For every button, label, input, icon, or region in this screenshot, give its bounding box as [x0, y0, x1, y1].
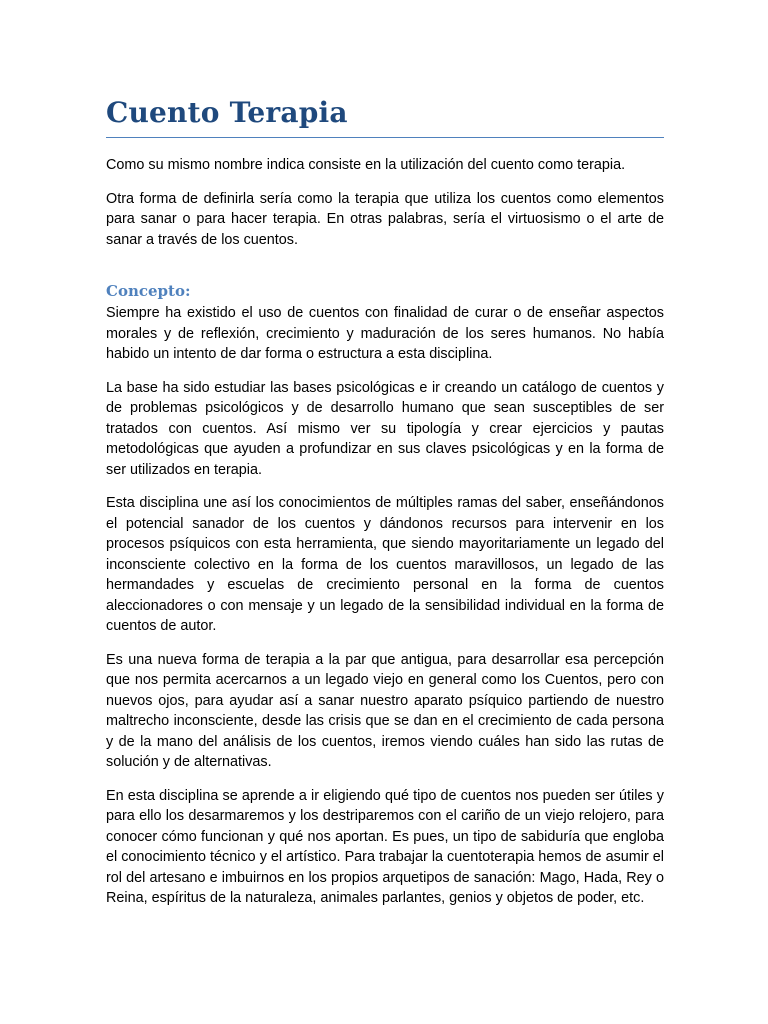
body-paragraph-1: Siempre ha existido el uso de cuentos con finalidad de curar o de enseñar aspectos morales y de reflexión, crecimiento y maduración de los seres humanos. No había habido un intento de dar forma o estructura a esta disciplina.	[106, 305, 664, 362]
body-paragraph-2: La base ha sido estudiar las bases psicológicas e ir creando un catálogo de cuentos y de problemas psicológicos y de desarrollo humano que sean susceptibles de ser tratados con cuentos. Así mismo ver su tipología y crear ejercicios y pautas metodológicas que ayuden a profundizar en sus claves psicológicas y en la forma de ser utilizados en terapia.	[106, 379, 664, 478]
intro-paragraph-1: Como su mismo nombre indica consiste en la utilización del cuento como terapia.	[106, 157, 626, 173]
intro-paragraph-2: Otra forma de definirla sería como la terapia que utiliza los cuentos como elementos para sanar o para hacer terapia. En otras palabras, sería el virtuosismo o el arte de sanar a través de los cuentos.	[106, 190, 664, 248]
section-heading-concepto: Concepto:	[106, 282, 191, 300]
body-paragraph-5: En esta disciplina se aprende a ir eligiendo qué tipo de cuentos nos pueden ser útiles y para ello los desarmaremos y los destriparemos con el cariño de un viejo relojero, para conocer cómo funcionan y qué nos aportan. Es pues, un tipo de sabiduría que engloba el conocimiento técnico y el artístico. Para trabajar la cuentoterapia hemos de asumir el rol del artesano e imbuirnos en los propios arquetipos de sanación: Mago, Hada, Rey o Reina, espíritus de la naturaleza, animales parlantes, genios y objetos de poder, etc.	[106, 787, 664, 906]
document-title: Cuento Terapia	[106, 96, 348, 129]
title-underline	[106, 137, 664, 138]
body-paragraph-3: Esta disciplina une así los conocimientos de múltiples ramas del saber, enseñándonos el potencial sanador de los cuentos y dándonos recursos para intervenir en los procesos psíquicos con esta herramienta, que siendo mayoritariamente un legado del inconsciente colectivo en la forma de los cuentos maravillosos, un legado de las hermandades y escuelas de crecimiento personal en la forma de cuentos aleccionadores o con mensaje y un legado de la sensibilidad individual en la forma de cuentos de autor.	[106, 495, 664, 634]
body-paragraph-4: Es una nueva forma de terapia a la par que antigua, para desarrollar esa percepción que nos permita acercarnos a un legado viejo en general como los Cuentos, pero con nuevos ojos, para ayudar así a sanar nuestro aparato psíquico partiendo de nuestro maltrecho inconsciente, desde las crisis que se dan en el crecimiento de cada persona y de la mano del análisis de los cuentos, iremos viendo cuáles han sido las rutas de solución y de alternativas.	[106, 651, 664, 770]
document-page	[106, 92, 664, 922]
